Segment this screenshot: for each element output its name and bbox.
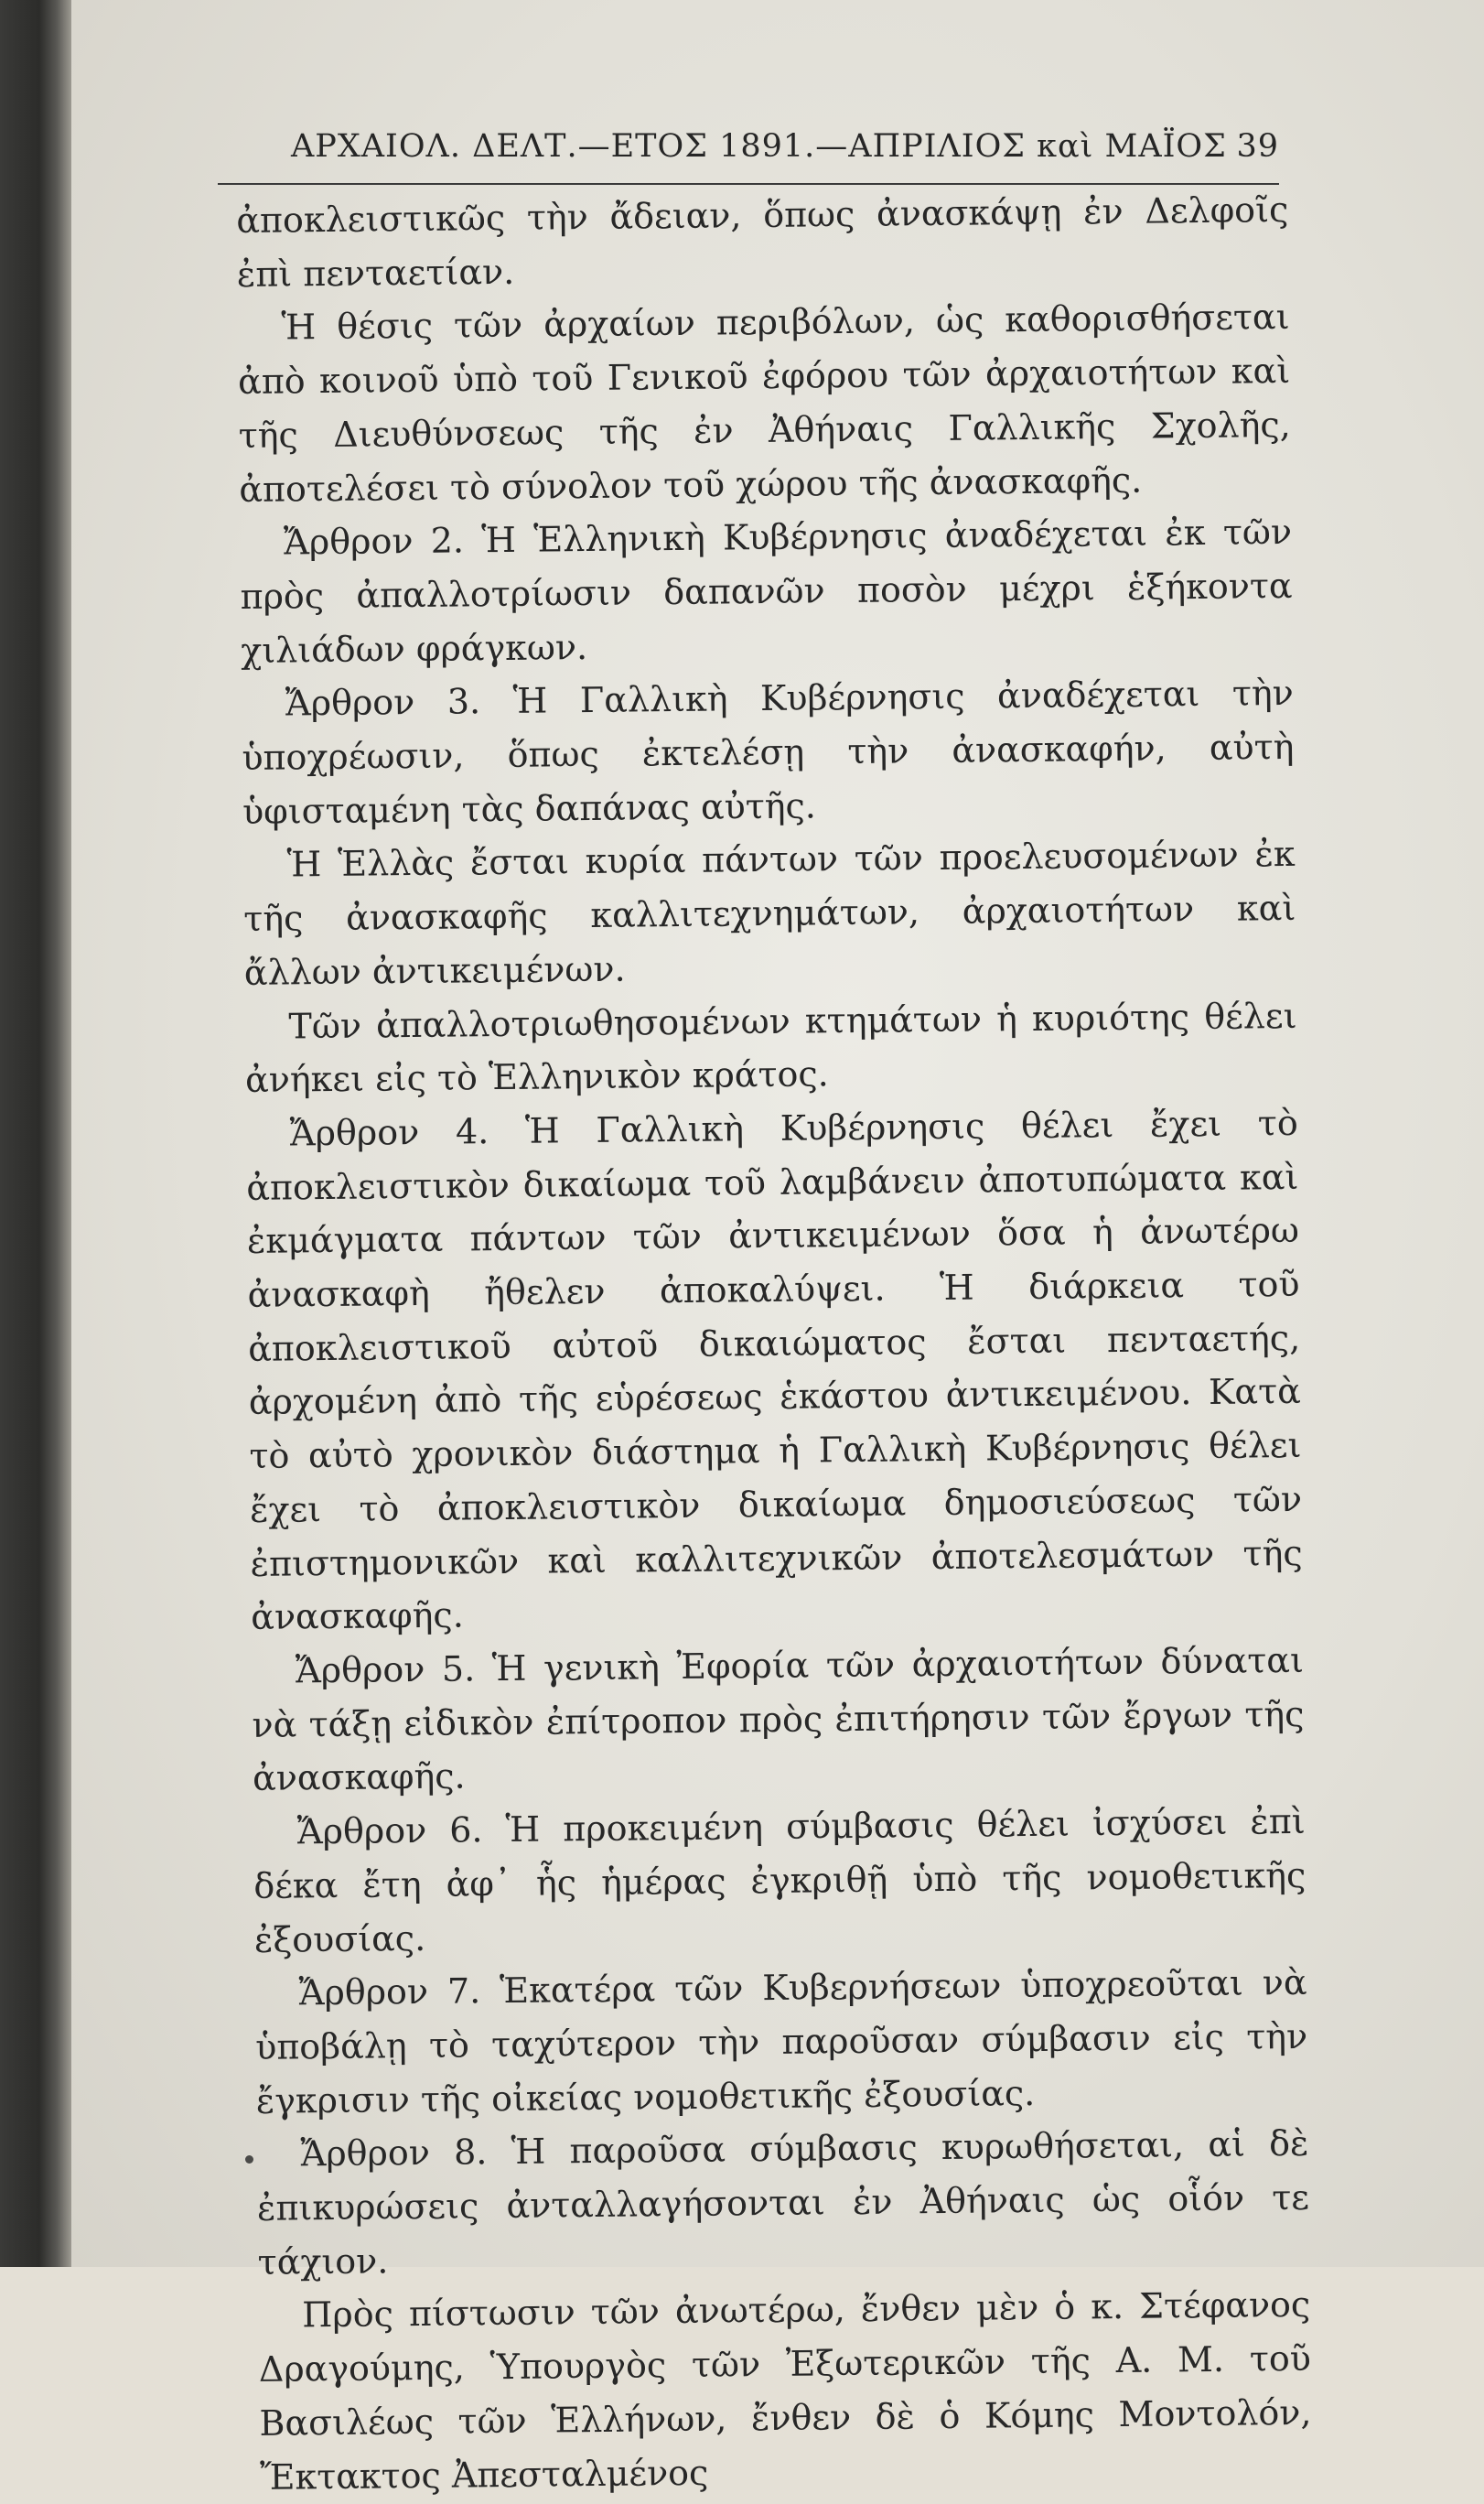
paragraph: Ἡ θέσις τῶν ἀρχαίων περιβόλων, ὡς καθορισθήσεται ἀπὸ κοινοῦ ὑπὸ τοῦ Γενικοῦ ἐφόρου τῶν ἀρχαιοτήτων καὶ τῆς Διευθύνσεως τῆς ἐν Ἀθήναις Γαλλικῆς Σχολῆς, ἀποτελέσει τὸ σύνολον τοῦ χώρου τῆς ἀνασκαφῆς. (237, 297, 1291, 510)
paragraph: Ἄρθρον 4. Ἡ Γαλλικὴ Κυβέρνησις θέλει ἔχει τὸ ἀποκλειστικὸν δικαίωμα τοῦ λαμβάνειν ἀποτυπώματα καὶ ἐκμάγματα πάντων τῶν ἀντικειμένων ὅσα ἡ ἀνωτέρω ἀνασκαφὴ ἤθελεν ἀποκαλύψει. Ἡ διάρκεια τοῦ ἀποκλειστικοῦ αὐτοῦ δικαιώματος ἔσται πενταετής, ἀρχομένη ἀπὸ τῆς εὑρέσεως ἑκάστου ἀντικειμένου. Κατὰ τὸ αὐτὸ χρονικὸν διάστημα ἡ Γαλλικὴ Κυβέρνησις θέλει ἔχει τὸ ἀποκλειστικὸν δικαίωμα δημοσιεύσεως τῶν ἐπιστημονικῶν καὶ καλλιτεχνικῶν ἀποτελεσμάτων τῆς ἀνασκαφῆς. (246, 1102, 1303, 1638)
paragraph: Ἄρθρον 3. Ἡ Γαλλικὴ Κυβέρνησις ἀναδέχεται τὴν ὑποχρέωσιν, ὅπως ἐκτελέσῃ τὴν ἀνασκαφήν, αὐτὴ ὑφισταμένη τὰς δαπάνας αὐτῆς. (242, 673, 1295, 832)
book-gutter (0, 0, 71, 2267)
running-head (218, 121, 1279, 176)
paragraph: Πρὸς πίστωσιν τῶν ἀνωτέρω, ἔνθεν μὲν ὁ κ. Στέφανος Δραγούμης, Ὑπουργὸς τῶν Ἐξωτερικῶν τῆς Α. Μ. τοῦ Βασιλέως τῶν Ἑλλήνων, ἔνθεν δὲ ὁ Κόμης Μοντολόν, Ἔκτακτος Ἀπεσταλμένος (258, 2284, 1312, 2498)
paragraph: Ἄρθρον 2. Ἡ Ἑλληνικὴ Κυβέρνησις ἀναδέχεται ἐκ τῶν πρὸς ἀπαλλοτρίωσιν δαπανῶν ποσὸν μέχρι ἑξήκοντα χιλιάδων φράγκων. (240, 512, 1293, 671)
journal-title: ΑΡΧΑΙΟΛ. ΔΕΛΤ.—ΕΤΟΣ 1891.—ΑΠΡΙΛΙΟΣ καὶ ΜΑΪΟΣ (291, 128, 1227, 165)
paragraph: Ἄρθρον 6. Ἡ προκειμένη σύμβασις θέλει ἰσχύσει ἐπὶ δέκα ἔτη ἀφ᾽ ἧς ἡμέρας ἐγκριθῇ ὑπὸ τῆς νομοθετικῆς ἐξουσίας. (253, 1800, 1307, 1960)
paragraph: Ἡ Ἑλλὰς ἔσται κυρία πάντων τῶν προελευσομένων ἐκ τῆς ἀνασκαφῆς καλλιτεχνημάτων, ἀρχαιοτήτων καὶ ἄλλων ἀντικειμένων. (243, 834, 1296, 993)
page-number: 39 (1236, 128, 1279, 165)
paragraph: Ἄρθρον 7. Ἑκατέρα τῶν Κυβερνήσεων ὑποχρεοῦται νὰ ὑποβάλῃ τὸ ταχύτερον τὴν παροῦσαν σύμβασιν εἰς τὴν ἔγκρισιν τῆς οἰκείας νομοθετικῆς ἐξουσίας. (254, 1962, 1308, 2121)
paragraph: Τῶν ἀπαλλοτριωθησομένων κτημάτων ἡ κυριότης θέλει ἀνήκει εἰς τὸ Ἑλληνικὸν κράτος. (244, 995, 1297, 1101)
paragraph: Ἄρθρον 5. Ἡ γενικὴ Ἐφορία τῶν ἀρχαιοτήτων δύναται νὰ τάξῃ εἰδικὸν ἐπίτροπον πρὸς ἐπιτήρησιν τῶν ἔργων τῆς ἀνασκαφῆς. (252, 1639, 1305, 1799)
paragraph: Ἄρθρον 8. Ἡ παροῦσα σύμβασις κυρωθήσεται, αἱ δὲ ἐπικυρώσεις ἀνταλλαγήσονται ἐν Ἀθήναις ὡς οἷόν τε τάχιον. (256, 2123, 1310, 2283)
paragraph: ἀποκλειστικῶς τὴν ἄδειαν, ὅπως ἀνασκάψῃ ἐν Δελφοῖς ἐπὶ πενταετίαν. (236, 189, 1289, 295)
body-text (236, 183, 1312, 2504)
ink-speck (245, 2155, 253, 2164)
